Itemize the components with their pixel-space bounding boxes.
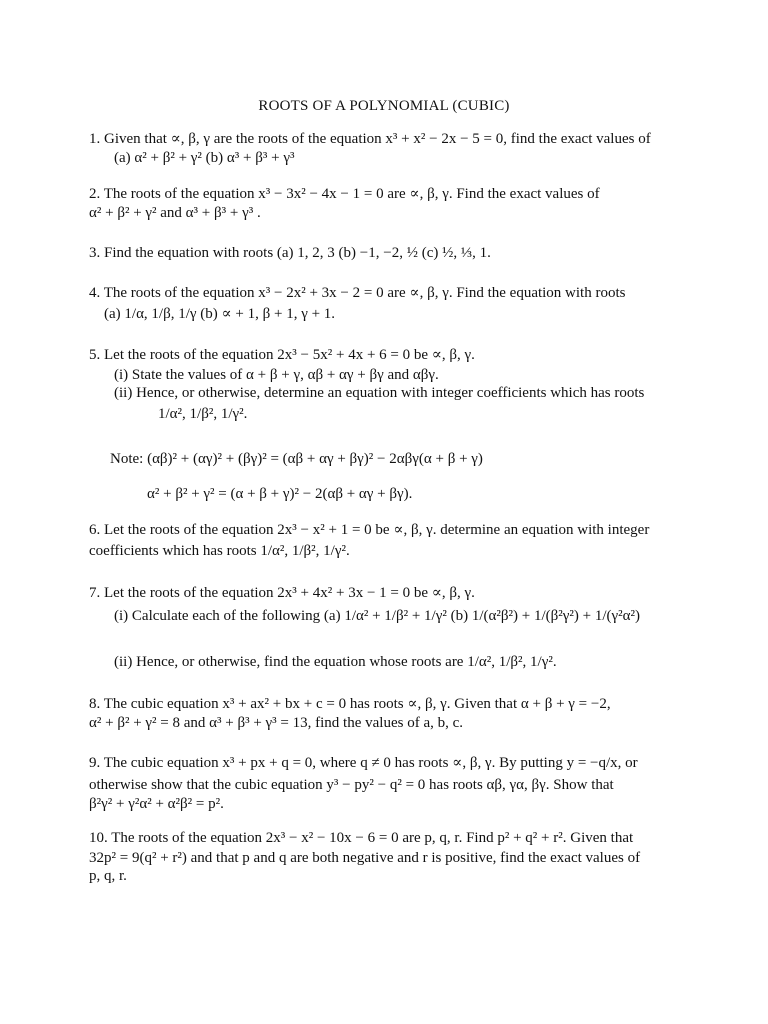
note-line-2: α² + β² + γ² = (α + β + γ)² − 2(αβ + αγ + βγ). [147, 486, 413, 502]
q3-line-1: 3. Find the equation with roots (a) 1, 2, 3 (b) −1, −2, ½ (c) ½, ⅓, 1. [89, 245, 491, 261]
q5-line-1: 5. Let the roots of the equation 2x³ − 5x² + 4x + 6 = 0 be ∝, β, γ. [89, 347, 475, 363]
q7-part-ii: (ii) Hence, or otherwise, find the equation whose roots are 1/α², 1/β², 1/γ². [114, 654, 557, 670]
q6-line-2: coefficients which has roots 1/α², 1/β², 1/γ². [89, 543, 350, 559]
note-line-1: Note: (αβ)² + (αγ)² + (βγ)² = (αβ + αγ + βγ)² − 2αβγ(α + β + γ) [110, 451, 483, 467]
q1-line-2: (a) α² + β² + γ² (b) α³ + β³ + γ³ [114, 150, 295, 166]
q6-line-1: 6. Let the roots of the equation 2x³ − x² + 1 = 0 be ∝, β, γ. determine an equation with integer [89, 522, 650, 538]
q9-line-3: β²γ² + γ²α² + α²β² = p². [89, 796, 224, 812]
q7-line-1: 7. Let the roots of the equation 2x³ + 4x² + 3x − 1 = 0 be ∝, β, γ. [89, 585, 475, 601]
q9-line-1: 9. The cubic equation x³ + px + q = 0, where q ≠ 0 has roots ∝, β, γ. By putting y = −q/x, or [89, 755, 638, 771]
q1-line-1: 1. Given that ∝, β, γ are the roots of the equation x³ + x² − 2x − 5 = 0, find the exact values of [89, 131, 651, 147]
q8-line-2: α² + β² + γ² = 8 and α³ + β³ + γ³ = 13, find the values of a, b, c. [89, 715, 464, 731]
q8-line-1: 8. The cubic equation x³ + ax² + bx + c = 0 has roots ∝, β, γ. Given that α + β + γ = −2, [89, 696, 611, 712]
q7-part-i: (i) Calculate each of the following (a) 1/α² + 1/β² + 1/γ² (b) 1/(α²β²) + 1/(β²γ²) + 1/(γ²α²) [114, 608, 640, 624]
q5-part-i: (i) State the values of α + β + γ, αβ + αγ + βγ and αβγ. [114, 367, 439, 383]
q5-part-ii: (ii) Hence, or otherwise, determine an equation with integer coefficients which has roots [114, 385, 645, 401]
q2-line-1: 2. The roots of the equation x³ − 3x² − 4x − 1 = 0 are ∝, β, γ. Find the exact values of [89, 186, 600, 202]
page-title: ROOTS OF A POLYNOMIAL (CUBIC) [258, 98, 510, 114]
q5-roots: 1/α², 1/β², 1/γ². [158, 406, 248, 422]
q4-line-2: (a) 1/α, 1/β, 1/γ (b) ∝ + 1, β + 1, γ + 1. [104, 306, 336, 322]
q10-line-3: p, q, r. [89, 868, 127, 884]
q2-line-2: α² + β² + γ² and α³ + β³ + γ³ . [89, 205, 261, 221]
q9-line-2: otherwise show that the cubic equation y³ − py² − q² = 0 has roots αβ, γα, βγ. Show that [89, 777, 614, 793]
q10-line-2: 32p² = 9(q² + r²) and that p and q are both negative and r is positive, find the exact values of [89, 850, 641, 866]
q4-line-1: 4. The roots of the equation x³ − 2x² + 3x − 2 = 0 are ∝, β, γ. Find the equation with roots [89, 285, 626, 301]
q10-line-1: 10. The roots of the equation 2x³ − x² − 10x − 6 = 0 are p, q, r. Find p² + q² + r². Given that [89, 830, 634, 846]
